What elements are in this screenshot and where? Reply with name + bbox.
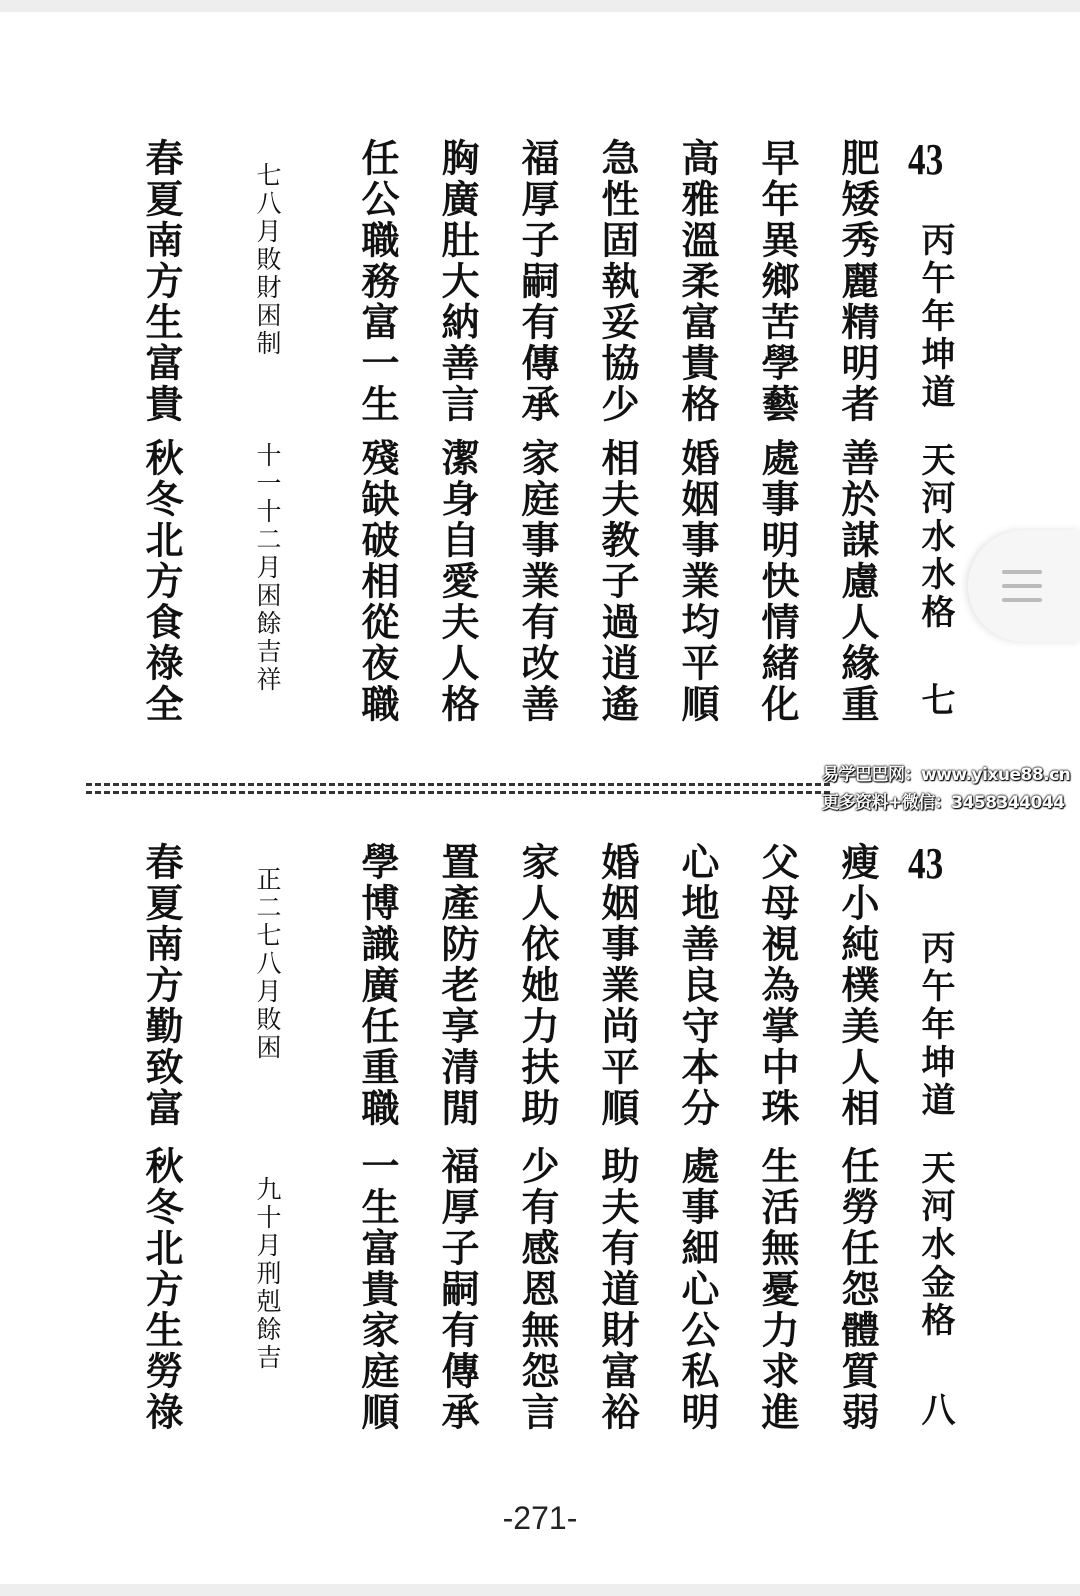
- menu-icon-bar: [1002, 584, 1042, 588]
- bottom-bar: [0, 1584, 1080, 1596]
- verse-line: 處事細心公私明: [675, 1146, 720, 1433]
- verse-line: 福厚子嗣有傳承: [515, 138, 560, 425]
- section-number: 43: [908, 839, 944, 888]
- verse-line: 秋冬北方食祿全: [139, 438, 184, 725]
- verse-line: 生活無憂力求進: [755, 1146, 800, 1433]
- verse-line: 瘦小純樸美人相: [835, 842, 880, 1129]
- verse-line: 任公職務富一生: [355, 138, 400, 425]
- verse-line: 婚姻事業尚平順: [595, 842, 640, 1129]
- month-note: 七八月敗財困制: [253, 162, 282, 358]
- verse-line: 父母視為掌中珠: [755, 842, 800, 1129]
- verse-line: 春夏南方生富貴: [139, 138, 184, 425]
- verse-line: 肥矮秀麗精明者: [835, 138, 880, 425]
- section-title: 丙午年坤道: [915, 930, 955, 1120]
- section-divider: [86, 783, 830, 794]
- verse-line: 潔身自愛夫人格: [435, 438, 480, 725]
- watermark-line: 易学巴巴网：www.yixue88.cn: [822, 765, 1071, 785]
- month-note: 十一十二月困餘吉祥: [253, 442, 282, 694]
- month-note: 九十月刑剋餘吉: [253, 1176, 282, 1372]
- section-number: 43: [908, 135, 944, 184]
- verse-line: 家庭事業有改善: [515, 438, 560, 725]
- verse-line: 置產防老享清閒: [435, 842, 480, 1129]
- section-subtitle: 天河水金格: [915, 1150, 955, 1340]
- verse-line: 一生富貴家庭順: [355, 1146, 400, 1433]
- page-number: -271-: [502, 1500, 578, 1536]
- verse-line: 婚姻事業均平順: [675, 438, 720, 725]
- menu-icon-bar: [1002, 570, 1042, 574]
- month-note: 正二七八月敗困: [253, 866, 282, 1062]
- verse-line: 早年異鄉苦學藝: [755, 138, 800, 425]
- verse-line: 心地善良守本分: [675, 842, 720, 1129]
- section-subtitle: 天河水水格: [915, 442, 955, 632]
- watermark-line: 更多资料+微信：3458344044: [822, 793, 1065, 813]
- verse-line: 助夫有道財富裕: [595, 1146, 640, 1433]
- verse-line: 高雅溫柔富貴格: [675, 138, 720, 425]
- verse-line: 處事明快情緒化: [755, 438, 800, 725]
- section-index: 七: [915, 682, 955, 720]
- verse-line: 春夏南方勤致富: [139, 842, 184, 1129]
- side-menu-button[interactable]: [968, 530, 1080, 642]
- verse-line: 急性固執妥協少: [595, 138, 640, 425]
- section-index: 八: [915, 1392, 955, 1430]
- verse-line: 胸廣肚大納善言: [435, 138, 480, 425]
- verse-line: 家人依她力扶助: [515, 842, 560, 1129]
- menu-icon-bar: [1002, 598, 1042, 602]
- verse-line: 學博識廣任重職: [355, 842, 400, 1129]
- section-title: 丙午年坤道: [915, 222, 955, 412]
- verse-line: 秋冬北方生勞祿: [139, 1146, 184, 1433]
- verse-line: 殘缺破相從夜職: [355, 438, 400, 725]
- verse-line: 善於謀慮人緣重: [835, 438, 880, 725]
- verse-line: 任勞任怨體質弱: [835, 1146, 880, 1433]
- top-status-bar: [0, 0, 1080, 12]
- verse-line: 少有感恩無怨言: [515, 1146, 560, 1433]
- verse-line: 福厚子嗣有傳承: [435, 1146, 480, 1433]
- verse-line: 相夫教子過逍遙: [595, 438, 640, 725]
